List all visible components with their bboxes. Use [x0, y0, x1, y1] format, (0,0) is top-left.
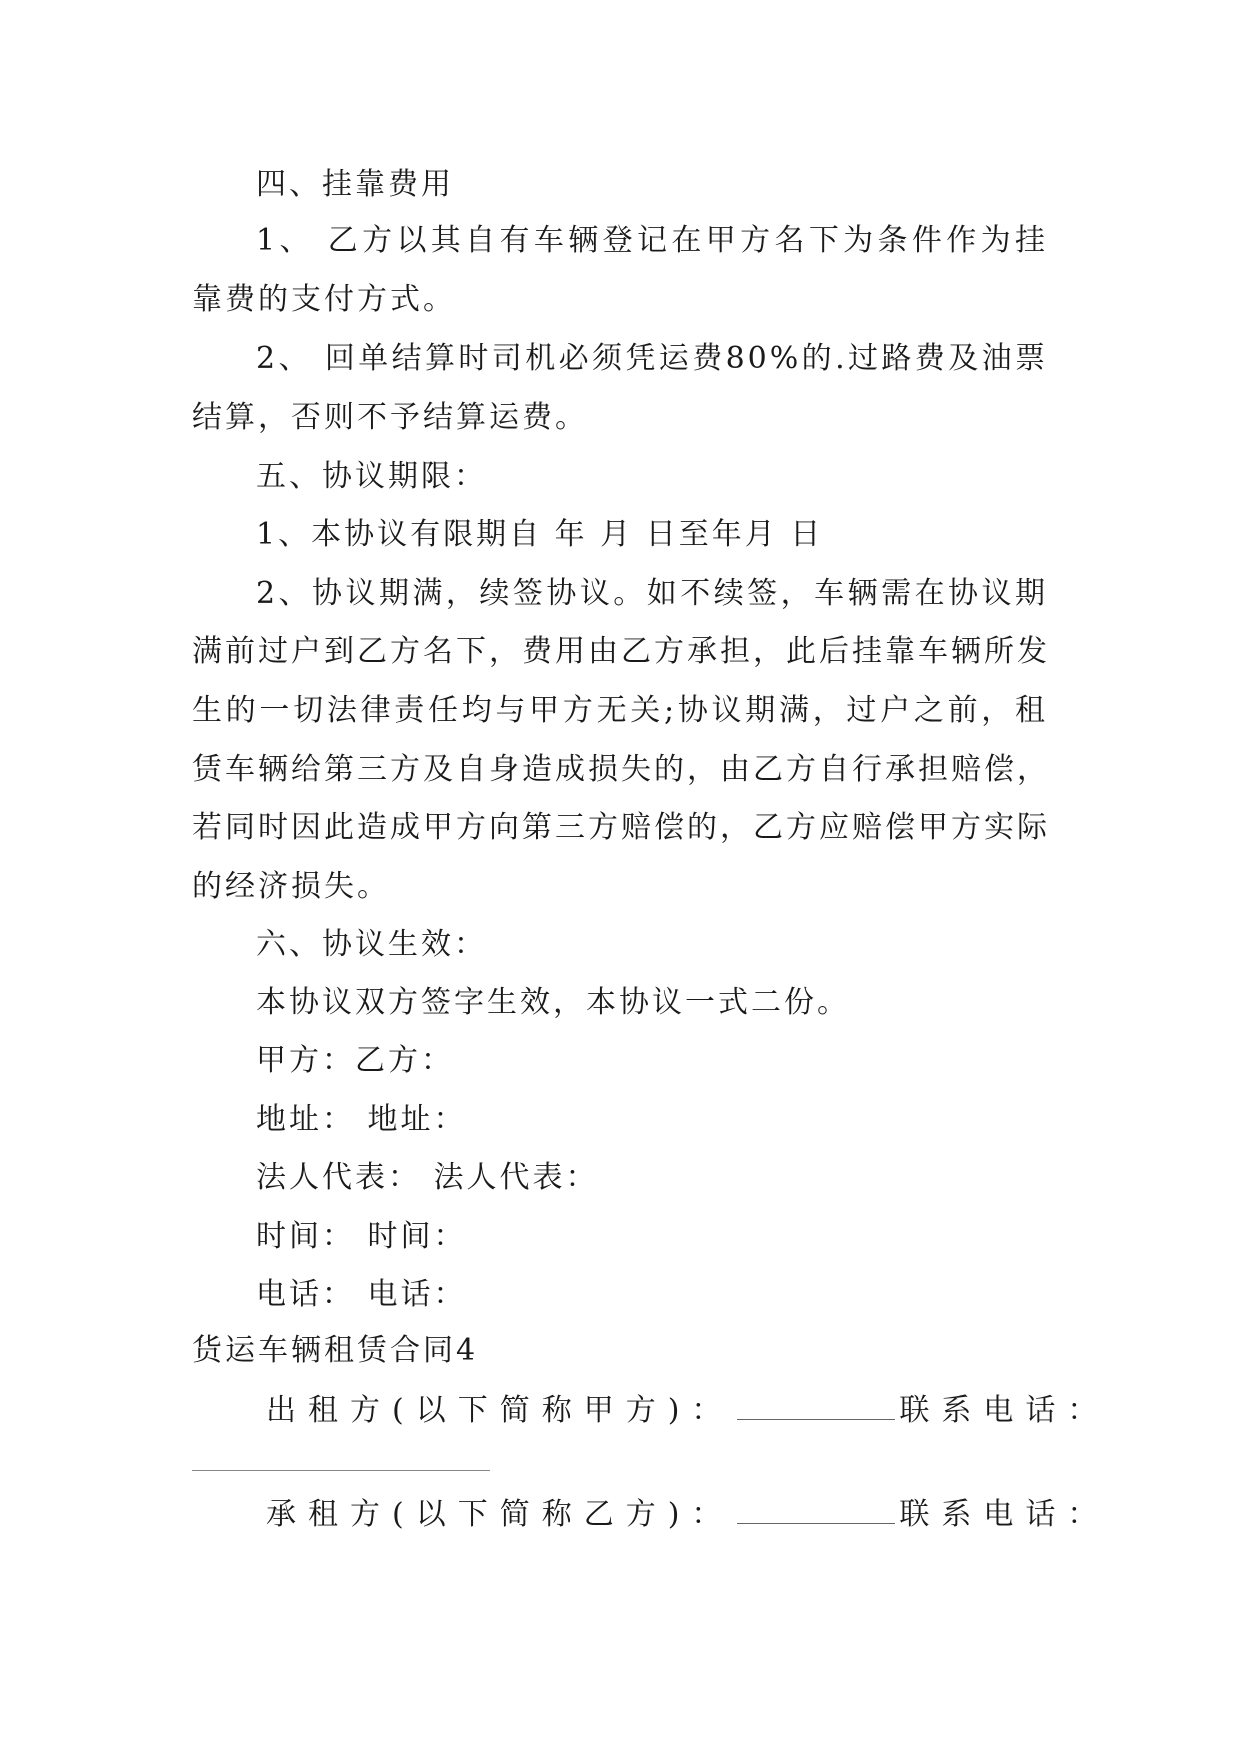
section-five-item2-line6: 的经济损失。: [192, 869, 390, 904]
lessee-name-blank: [737, 1521, 895, 1524]
lessee-label: 承租方(以下简称乙方)：: [266, 1497, 734, 1532]
section-four-item2-line1: 2、 回单结算时司机必须凭运费80%的.过路费及油票: [256, 341, 1048, 376]
section-four-item2-line2: 结算，否则不予结算运费。: [192, 400, 588, 435]
section-five-item2-line1: 2、协议期满，续签协议。如不续签，车辆需在协议期: [256, 576, 1048, 611]
section-four-heading: 四、挂靠费用: [256, 167, 454, 202]
section-five-heading: 五、协议期限：: [256, 459, 487, 494]
section-four-item1-line1: 1、 乙方以其自有车辆登记在甲方名下为条件作为挂: [256, 223, 1048, 258]
lessor-name-blank: [737, 1417, 895, 1420]
section-five-item2-line3: 生的一切法律责任均与甲方无关;协议期满，过户之前，租: [192, 693, 1048, 728]
signature-time: 时间： 时间：: [256, 1219, 467, 1254]
section-five-item2-line5: 若同时因此造成甲方向第三方赔偿的，乙方应赔偿甲方实际: [192, 810, 1050, 845]
section-five-item1: 1、本协议有限期自 年 月 日至年月 日: [256, 517, 824, 552]
lessor-phone-label: 联系电话：: [899, 1393, 1110, 1428]
lessor-label: 出租方(以下简称甲方)：: [266, 1393, 734, 1428]
section-six-body: 本协议双方签字生效，本协议一式二份。: [256, 985, 850, 1020]
lessee-phone-label: 联系电话：: [899, 1497, 1110, 1532]
signature-phone: 电话： 电话：: [256, 1277, 467, 1312]
signature-address: 地址： 地址：: [256, 1102, 467, 1137]
signature-party: 甲方：乙方：: [256, 1043, 454, 1078]
lessor-row: [266, 1393, 1110, 1428]
contract-title: 货运车辆租赁合同4: [192, 1333, 479, 1368]
section-six-heading: 六、协议生效：: [256, 927, 487, 962]
lessee-row: [266, 1497, 1110, 1532]
signature-legal-rep: 法人代表： 法人代表：: [256, 1160, 599, 1195]
section-four-item1-line2: 靠费的支付方式。: [192, 282, 456, 317]
section-five-item2-line2: 满前过户到乙方名下，费用由乙方承担，此后挂靠车辆所发: [192, 634, 1050, 669]
section-five-item2-line4: 赁车辆给第三方及自身造成损失的，由乙方自行承担赔偿，: [192, 752, 1050, 787]
lessor-phone-blank: [192, 1470, 490, 1471]
